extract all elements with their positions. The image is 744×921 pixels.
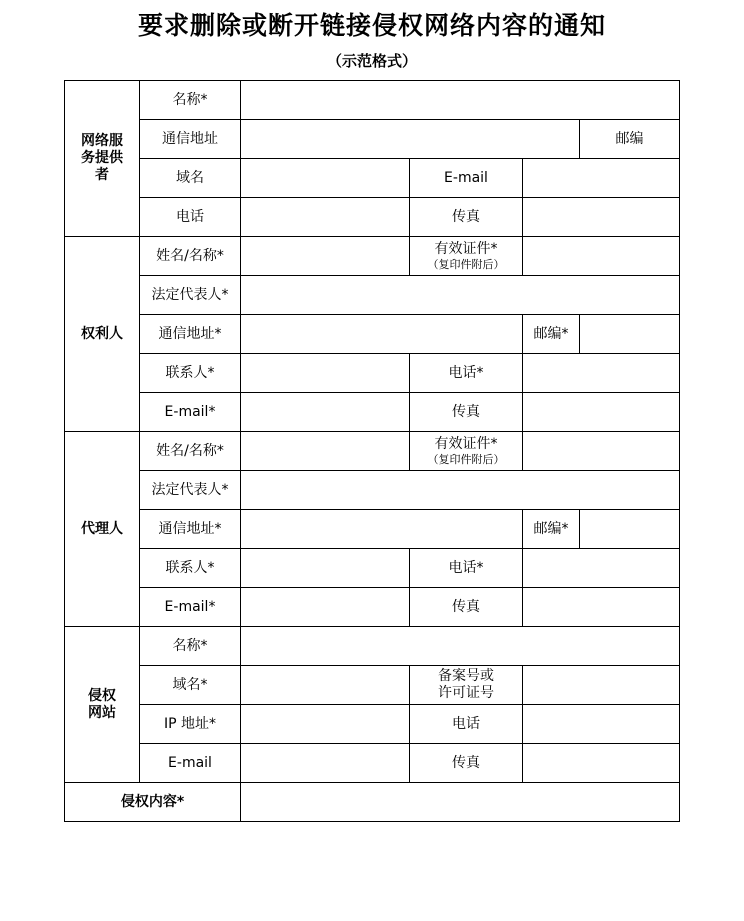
agent-legalrep-field[interactable] <box>241 471 680 510</box>
agent-address-field[interactable] <box>241 510 523 549</box>
rightholder-fax-label: 传真 <box>410 393 523 432</box>
site-ip-label: IP 地址* <box>140 705 241 744</box>
rightholder-legalrep-field[interactable] <box>241 276 680 315</box>
agent-row-name <box>65 432 680 471</box>
rightholder-row-contact <box>65 354 680 393</box>
agent-phone-field[interactable] <box>523 549 680 588</box>
agent-phone-label: 电话* <box>410 549 523 588</box>
provider-email-field[interactable] <box>523 159 680 198</box>
content-label: 侵权内容* <box>65 783 241 822</box>
site-row-domain <box>65 666 680 705</box>
agent-fax-field[interactable] <box>523 588 680 627</box>
agent-legalrep-label: 法定代表人* <box>140 471 241 510</box>
rightholder-id-label: 有效证件* （复印件附后） <box>410 237 523 276</box>
agent-id-label: 有效证件* （复印件附后） <box>410 432 523 471</box>
provider-row-address <box>65 120 680 159</box>
rightholder-fax-field[interactable] <box>523 393 680 432</box>
agent-id-field[interactable] <box>523 432 680 471</box>
agent-name-label: 姓名/名称* <box>140 432 241 471</box>
site-domain-field[interactable] <box>241 666 410 705</box>
site-row-email <box>65 744 680 783</box>
agent-row-contact <box>65 549 680 588</box>
site-record-label: 备案号或 许可证号 <box>410 666 523 705</box>
agent-id-note: （复印件附后） <box>427 452 505 466</box>
rightholder-row-address <box>65 315 680 354</box>
site-email-field[interactable] <box>241 744 410 783</box>
agent-email-field[interactable] <box>241 588 410 627</box>
rightholder-id-field[interactable] <box>523 237 680 276</box>
provider-fax-label: 传真 <box>410 198 523 237</box>
site-row-name <box>65 627 680 666</box>
content-field[interactable] <box>241 783 680 822</box>
provider-domain-label: 域名 <box>140 159 241 198</box>
agent-section-label: 代理人 <box>65 432 140 627</box>
provider-phone-field[interactable] <box>241 198 410 237</box>
rightholder-id-note: （复印件附后） <box>427 257 505 271</box>
site-record-field[interactable] <box>523 666 680 705</box>
provider-email-label: E-mail <box>410 159 523 198</box>
page-title: 要求删除或断开链接侵权网络内容的通知 <box>137 11 606 40</box>
provider-address-label: 通信地址 <box>140 120 241 159</box>
site-name-field[interactable] <box>241 627 680 666</box>
rightholder-postcode-field[interactable] <box>580 315 680 354</box>
provider-domain-field[interactable] <box>241 159 410 198</box>
agent-postcode-field[interactable] <box>580 510 680 549</box>
site-phone-label: 电话 <box>410 705 523 744</box>
site-section-label: 侵权 网站 <box>65 627 140 783</box>
provider-row-domain <box>65 159 680 198</box>
rightholder-address-field[interactable] <box>241 315 523 354</box>
site-fax-label: 传真 <box>410 744 523 783</box>
rightholder-row-legalrep <box>65 276 680 315</box>
provider-row-phone <box>65 198 680 237</box>
agent-fax-label: 传真 <box>410 588 523 627</box>
site-row-ip <box>65 705 680 744</box>
page-subtitle: （示范格式） <box>326 52 417 70</box>
notice-form-table <box>64 80 680 822</box>
site-fax-field[interactable] <box>523 744 680 783</box>
site-email-label: E-mail <box>140 744 241 783</box>
content-row <box>65 783 680 822</box>
rightholder-email-label: E-mail* <box>140 393 241 432</box>
provider-name-field[interactable] <box>241 81 680 120</box>
agent-contact-field[interactable] <box>241 549 410 588</box>
site-domain-label: 域名* <box>140 666 241 705</box>
site-ip-field[interactable] <box>241 705 410 744</box>
provider-row-name <box>65 81 680 120</box>
rightholder-row-email <box>65 393 680 432</box>
rightholder-contact-field[interactable] <box>241 354 410 393</box>
agent-postcode-label: 邮编* <box>523 510 580 549</box>
site-name-label: 名称* <box>140 627 241 666</box>
provider-name-label: 名称* <box>140 81 241 120</box>
site-phone-field[interactable] <box>523 705 680 744</box>
rightholder-section-label: 权利人 <box>65 237 140 432</box>
rightholder-postcode-label: 邮编* <box>523 315 580 354</box>
provider-postcode-label: 邮编 <box>580 120 680 159</box>
rightholder-phone-field[interactable] <box>523 354 680 393</box>
provider-address-field[interactable] <box>241 120 580 159</box>
agent-row-email <box>65 588 680 627</box>
provider-fax-field[interactable] <box>523 198 680 237</box>
agent-contact-label: 联系人* <box>140 549 241 588</box>
rightholder-legalrep-label: 法定代表人* <box>140 276 241 315</box>
rightholder-name-label: 姓名/名称* <box>140 237 241 276</box>
rightholder-contact-label: 联系人* <box>140 354 241 393</box>
agent-row-address <box>65 510 680 549</box>
agent-row-legalrep <box>65 471 680 510</box>
rightholder-name-field[interactable] <box>241 237 410 276</box>
rightholder-address-label: 通信地址* <box>140 315 241 354</box>
agent-address-label: 通信地址* <box>140 510 241 549</box>
provider-section-label: 网络服 务提供 者 <box>65 81 140 237</box>
agent-email-label: E-mail* <box>140 588 241 627</box>
rightholder-phone-label: 电话* <box>410 354 523 393</box>
provider-phone-label: 电话 <box>140 198 241 237</box>
rightholder-email-field[interactable] <box>241 393 410 432</box>
rightholder-row-name <box>65 237 680 276</box>
agent-name-field[interactable] <box>241 432 410 471</box>
